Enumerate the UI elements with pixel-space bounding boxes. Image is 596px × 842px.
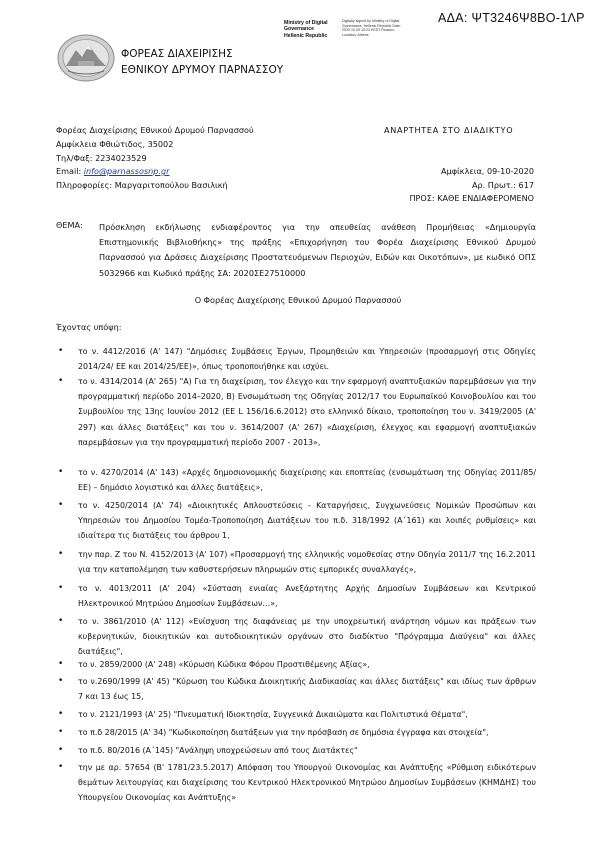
- center-title: Ο Φορέας Διαχείρισης Εθνικού Δρυμού Παρνασσού: [194, 295, 402, 305]
- considering-heading: Έχοντας υπόψη:: [56, 322, 122, 332]
- bullet-icon: •: [58, 500, 64, 510]
- bullet-icon: •: [58, 659, 64, 669]
- list-item-text: το π.δ. 80/2016 (Α΄145) "Ανάληψη υποχρεώσεων από τους Διατάκτες": [78, 746, 358, 755]
- ada-code: ΑΔΑ: ΨΤ3246Ψ8ΒΟ-1ΛΡ: [438, 11, 585, 25]
- sender-info: Πληροφορίες: Μαργαριτοπούλου Βασιλική: [56, 180, 228, 190]
- list-item-text: το ν. 4314/2014 (Α' 265) "Α) Για τη διαχείριση, τον έλεγχο και την εφαρμογή αναπτυξιακών παρεμβάσεων για την προγραμματική περίοδο 2014–2020, Β) Ενσωμάτωση της Οδηγίας 2012/17 του Ευρωπαϊκού Κοινοβουλίου και του Συμβουλίου της 13ης Ιουνίου 2012 (ΕΕ L 156/16.6.2012) στο ελληνικό δίκαιο, τροποποίηση του ν. 3419/2005 (Α' 297) και άλλες διατάξεις" και του ν. 3614/2007 (Α' 267) «Διαχείριση, έλεγχος και εφαρμογή αναπτυξιακών παρεμβάσεων για την προγραμματική περίοδο 2007 - 2013»,: [78, 377, 536, 447]
- list-item: [56, 581, 536, 611]
- signature-label-2: Governance: [284, 26, 314, 33]
- list-item: [56, 465, 536, 495]
- organization-logo-icon: [56, 33, 116, 83]
- signature-label-1: Ministry of Digital: [284, 20, 328, 26]
- list-item: [56, 344, 536, 374]
- list-item-text: το ν. 2859/2000 (Α' 248) «Κύρωση Κώδικα Φόρου Προστιθέμενης Αξίας»,: [78, 660, 370, 669]
- organization-name-line2: ΕΘΝΙΚΟΥ ΔΡΥΜΟΥ ΠΑΡΝΑΣΣΟΥ: [121, 64, 284, 76]
- bullet-icon: •: [58, 762, 64, 772]
- digital-signature-detail: Digitally signed by Ministry of Digital Governance, Hellenic Republic Date: 2020.10.09 15:23 EEST Reason: Location: Athens: [342, 19, 401, 37]
- list-item: [56, 374, 536, 450]
- list-item: [56, 498, 536, 544]
- bullet-icon: •: [58, 709, 64, 719]
- list-item-text: το ν. 4013/2011 (Α' 204) «Σύσταση ενιαίας Ανεξάρτητης Αρχής Δημοσίων Συμβάσεων και Κεντρικού Ηλεκτρονικού Μητρώου Δημοσίων Συμβάσεων…»,: [78, 584, 536, 609]
- bullet-icon: •: [58, 549, 64, 559]
- organization-name-line1: ΦΟΡΕΑΣ ΔΙΑΧΕΙΡΙΣΗΣ: [121, 48, 233, 60]
- list-item-text: το ν.2690/1999 (Α' 45) "Κύρωση του Κώδικα Διοικητικής Διαδικασίας και άλλες διατάξεις" και ιδίως των άρθρων 7 και 13 έως 15,: [78, 677, 536, 702]
- sender-name: Φορέας Διαχείρισης Εθνικού Δρυμού Παρνασσού: [56, 125, 254, 135]
- list-item-text: την παρ. Ζ του Ν. 4152/2013 (Α' 107) «Προσαρμογή της ελληνικής νομοθεσίας στην Οδηγία 2011/7 της 16.2.2011 για την καταπολέμηση των καθυστερήσεων πληρωμών στις εμπορικές συναλλαγές»,: [78, 550, 536, 575]
- list-item: [56, 743, 536, 758]
- email-link[interactable]: info@parnassosnp.gr: [83, 166, 170, 176]
- recipient: ΠΡΟΣ: ΚΑΘΕ ΕΝΔΙΑΦΕΡΟΜΕΝΟ: [409, 193, 534, 203]
- list-item: [56, 674, 536, 704]
- bullet-icon: •: [58, 676, 64, 686]
- signature-label-3: Hellenic Republic: [284, 32, 328, 39]
- sender-address: Αμφίκλεια Φθιώτιδος, 35002: [56, 139, 174, 149]
- list-item: [56, 707, 536, 722]
- list-item-text: το ν. 2121/1993 (Α' 25) "Πνευματική Ιδιοκτησία, Συγγενικά Δικαιώματα και Πολιτιστικά Θέματα",: [78, 710, 468, 719]
- bullet-icon: •: [58, 745, 64, 755]
- bullet-icon: •: [58, 346, 64, 356]
- list-item-text: το ν. 3861/2010 (Α' 112) «Ενίσχυση της διαφάνειας με την υποχρεωτική ανάρτηση νόμων και πράξεων των κυβερνητικών, διοικητικών και αυτοδιοικητικών οργάνων στο διαδίκτυο "Πρόγραμμα Διαύγεια" και άλλες διατάξεις",: [78, 617, 536, 657]
- digital-signature-labels: [284, 20, 328, 39]
- posting-notice: ΑΝΑΡΤΗΤΕΑ ΣΤΟ ΔΙΑΔΙΚΤΥΟ: [384, 125, 514, 135]
- document-date: Αμφίκλεια, 09-10-2020: [441, 166, 534, 176]
- list-item-text: το π.δ 28/2015 (Α' 34) "Κωδικοποίηση διατάξεων για την πρόσβαση σε δημόσια έγγραφα και στοιχεία",: [78, 728, 489, 737]
- subject-label: ΘΕΜΑ:: [56, 220, 83, 230]
- list-item: [56, 547, 536, 577]
- list-item-text: το ν. 4412/2016 (Α' 147) "Δημόσιες Συμβάσεις Έργων, Προμηθειών και Υπηρεσιών (προσαρμογή στις Οδηγίες 2014/24/ ΕΕ και 2014/25/ΕΕ)», όπως τροποποιήθηκε και ισχύει.: [78, 347, 536, 372]
- list-item: [56, 614, 536, 660]
- bullet-icon: •: [58, 727, 64, 737]
- bullet-icon: •: [58, 467, 64, 477]
- bullet-icon: •: [58, 583, 64, 593]
- email-label: Email:: [56, 166, 84, 176]
- list-item-text: την με αρ. 57654 (Β' 1781/23.5.2017) Απόφαση του Υπουργού Οικονομίας και Ανάπτυξης «Ρύθμιση ειδικότερων θεμάτων λειτουργίας και διαχείρισης του Κεντρικού Ηλεκτρονικού Μητρώου Δημοσίων Συμβάσεων (ΚΗΜΔΗΣ) του Υπουργείου Οικονομίας και Ανάπτυξης»: [78, 763, 536, 803]
- list-item: [56, 725, 536, 740]
- protocol-number: Αρ. Πρωτ.: 617: [471, 180, 534, 190]
- sender-email-line: [56, 165, 169, 177]
- list-item-text: το ν. 4270/2014 (Α' 143) «Αρχές δημοσιονομικής διαχείρισης και εποπτείας (ενσωμάτωση της Οδηγίας 2011/85/ΕΕ) – δημόσιο λογιστικό και άλλες διατάξεις»,: [78, 468, 536, 493]
- list-item-text: το ν. 4250/2014 (Α' 74) «Διοικητικές Απλουστεύσεις - Καταργήσεις, Συγχωνεύσεις Νομικών Προσώπων και Υπηρεσιών του Δημοσίου Τομέα-Τροποποίηση Διατάξεων του π.δ. 318/1992 (Α΄161) και λοιπές ρυθμίσεις» και ιδιαίτερα τις διατάξεις του άρθρου 1,: [78, 501, 536, 541]
- bullet-icon: •: [58, 376, 64, 386]
- bullet-icon: •: [58, 616, 64, 626]
- sender-phone: Τηλ/Φαξ: 2234023529: [56, 153, 147, 163]
- list-item: [56, 657, 536, 672]
- subject-text: Πρόσκληση εκδήλωσης ενδιαφέροντος για την απευθείας ανάθεση Προμήθειας «Δημιουργία Επιστημονικής Βιβλιοθήκης» της πράξης «Επιχορήγηση του Φορέα Διαχείρισης Εθνικού Δρυμού Παρνασσού για Δράσεις Διαχείρισης Προστατευόμενων Περιοχών, Ειδών και Οικοτόπων», με κωδικό ΟΠΣ 5032966 και Κωδικό πράξης ΣΑ: 2020ΣΕ27510000: [99, 222, 536, 278]
- list-item: [56, 760, 536, 806]
